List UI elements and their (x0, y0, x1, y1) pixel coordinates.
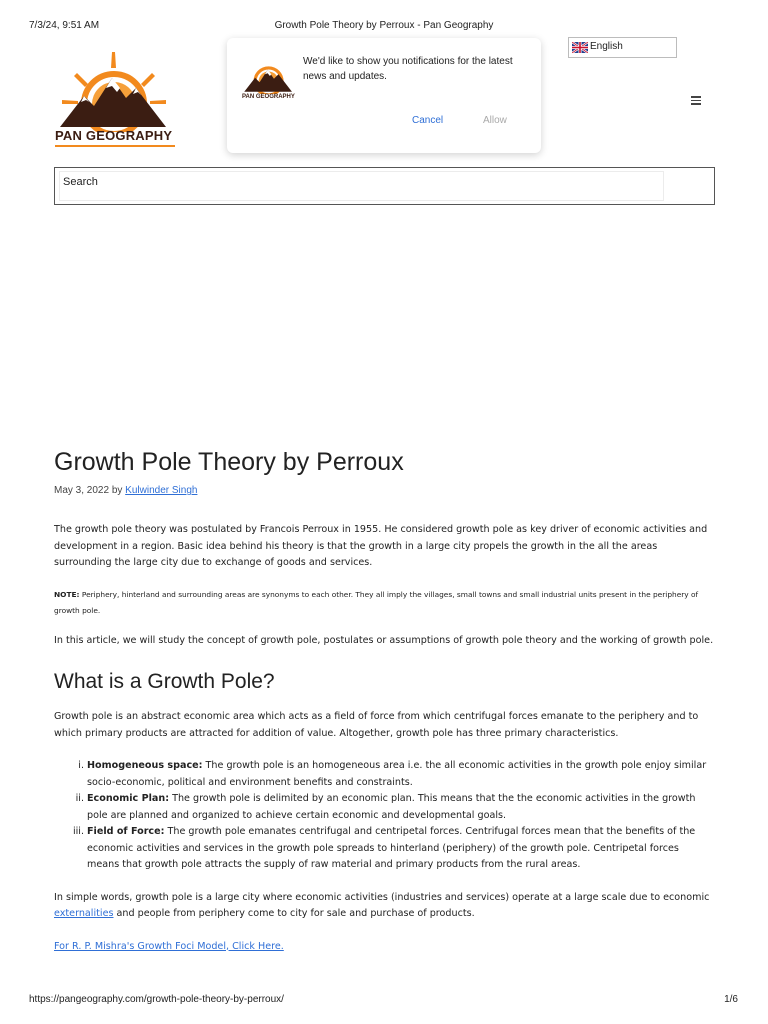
logo-text: PAN GEOGRAPHY (55, 128, 173, 143)
characteristics-list (54, 758, 714, 874)
notification-logo-text: PAN GEOGRAPHY (242, 94, 295, 100)
print-header (0, 20, 768, 32)
list-item: iii. Field of Force: The growth pole emanates centrifugal and centripetal forces. Centrifugal forces mean that the benefits of the economic activities and services in the growth pole spreads to hinterland (periphery) of the growth pole. Centripetal forces means that growth pole attracts the supply of raw material and primary products from the rural areas. (72, 826, 696, 870)
definition-paragraph: Growth pole is an abstract economic area which acts as a field of force from which centrifugal forces emanate to the periphery and to which primary products are attracted for addition of value. Altogether, growth pole has three primary characteristics. (54, 711, 699, 739)
notification-prompt (227, 38, 541, 153)
note-label: NOTE: (54, 589, 80, 599)
intro-paragraph: The growth pole theory was postulated by Francois Perroux in 1955. He considered growth pole as key driver of economic activities and development in a region. Basic idea behind his theory is that the growth in a large city propels the growth in the all the areas surrounding the large city due to exchange of goods and services. (54, 524, 708, 568)
uk-flag-icon (572, 42, 588, 53)
print-datetime: 7/3/24, 9:51 AM (29, 20, 100, 31)
logo-underline (55, 145, 175, 147)
author-link[interactable]: Kulwinder Singh (125, 485, 198, 496)
externalities-link[interactable]: externalities (54, 908, 114, 919)
post-meta (54, 484, 714, 498)
post-by: by (111, 485, 123, 496)
mountain-sun-logo-icon (241, 58, 297, 94)
post-date: May 3, 2022 (54, 485, 110, 496)
article (54, 446, 714, 955)
site-logo[interactable] (54, 52, 176, 148)
search-input[interactable] (63, 176, 623, 188)
related-paragraph (54, 939, 714, 956)
language-label: English (590, 41, 623, 52)
print-url: https://pangeography.com/growth-pole-theory-by-perroux/ (29, 994, 284, 1005)
mountain-sun-logo-icon (54, 52, 176, 132)
note-paragraph (54, 587, 714, 619)
notification-logo (241, 58, 297, 104)
print-page-title: Growth Pole Theory by Perroux - Pan Geography (274, 20, 494, 31)
growth-foci-model-link[interactable]: For R. P. Mishra's Growth Foci Model, Click Here. (54, 940, 284, 952)
notification-message: We'd like to show you notifications for the latest news and updates. (303, 56, 513, 82)
summary-paragraph: In simple words, growth pole is a large city where economic activities (industries and services) operate at a large scale due to economic externalities and people from periphery come to city for sale and purchase of products. (54, 891, 710, 919)
search-form (54, 167, 715, 205)
study-paragraph: In this article, we will study the concept of growth pole, postulates or assumptions of growth pole theory and the working of growth pole. (54, 634, 714, 646)
notification-cancel-button[interactable]: Cancel (412, 115, 444, 126)
post-title: Growth Pole Theory by Perroux (54, 448, 404, 476)
hamburger-icon[interactable] (691, 96, 701, 105)
language-selector[interactable] (568, 37, 677, 58)
print-page-number: 1/6 (724, 994, 738, 1005)
notification-allow-button[interactable]: Allow (483, 115, 507, 126)
note-text: Periphery, hinterland and surrounding areas are synonyms to each other. They all imply the villages, small towns and small industrial units present in the periphery of growth pole. (54, 589, 699, 615)
list-item: i. Homogeneous space: The growth pole is an homogeneous area i.e. the all economic activities in the growth pole enjoy similar socio-economic, political and environment benefits and constraints. (78, 760, 707, 788)
list-item: ii. Economic Plan: The growth pole is delimited by an economic plan. This means that the the economic activities in the growth pole are planned and organized to achieve certain economic and developmental goals. (75, 793, 696, 821)
section-heading: What is a Growth Pole? (54, 670, 275, 693)
